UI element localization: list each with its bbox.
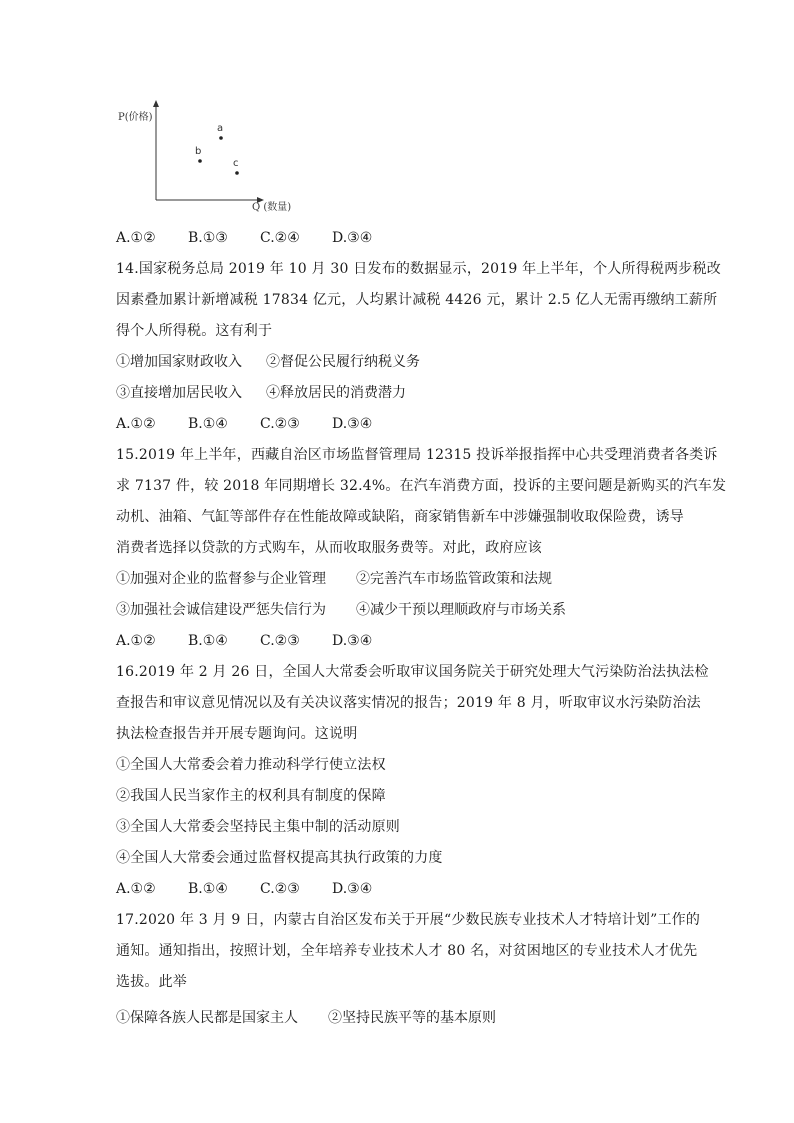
q14-statement-4: ④释放居民的消费潜力 xyxy=(266,385,406,401)
q15-statements-row xyxy=(116,600,566,620)
q13-option-c: C.②④ xyxy=(260,230,300,246)
point-a-label: a xyxy=(217,123,224,134)
q17-stem-line: 通知。通知指出，按照计划，全年培养专业技术人才 80 名，对贫困地区的专业技术人才优先 xyxy=(116,943,698,959)
q16-statement-3: ③全国人大常委会坚持民主集中制的活动原则 xyxy=(116,819,400,835)
q14-statement-2: ②督促公民履行纳税义务 xyxy=(266,354,420,370)
q14-statements-row xyxy=(116,352,420,372)
q16-option-b: B.①④ xyxy=(188,881,228,897)
q14-statement-1: ①增加国家财政收入 xyxy=(116,354,242,370)
q14-stem-line: 得个人所得税。这有利于 xyxy=(116,323,273,339)
q16-option-d: D.③④ xyxy=(332,881,373,897)
point-c-dot xyxy=(235,171,239,175)
y-axis-label: P(价格) xyxy=(118,112,153,123)
q16-options xyxy=(116,879,372,899)
point-b-label: b xyxy=(195,146,202,157)
q15-stem-line: 求 7137 件，较 2018 年同期增长 32.4%。在汽车消费方面，投诉的主要问题是新购买的汽车发 xyxy=(116,478,727,494)
q14-statements-row xyxy=(116,383,406,403)
q16-stem-line: 16.2019 年 2 月 26 日，全国人大常委会听取审议国务院关于研究处理大气污染防治法执法检 xyxy=(116,664,709,680)
x-axis-label: Q (数量) xyxy=(252,202,292,213)
q16-stem-line: 执法检查报告并开展专题询问。这说明 xyxy=(116,726,358,742)
q15-stem-line: 15.2019 年上半年，西藏自治区市场监督管理局 12315 投诉举报指挥中心共受理消费者各类诉 xyxy=(116,447,718,463)
q13-option-b: B.①③ xyxy=(188,230,228,246)
q15-statement-3: ③加强社会诚信建设严惩失信行为 xyxy=(116,602,326,618)
q17-statement-1: ①保障各族人民都是国家主人 xyxy=(116,1010,298,1026)
q16-stem-line: 查报告和审议意见情况以及有关决议落实情况的报告；2019 年 8 月，听取审议水污染防治法 xyxy=(116,695,701,711)
q14-option-c: C.②③ xyxy=(260,416,300,432)
q17-statement-2: ②坚持民族平等的基本原则 xyxy=(328,1010,496,1026)
q17-statements-row xyxy=(116,1008,496,1028)
q15-stem-line: 动机、油箱、气缸等部件存在性能故障或缺陷，商家销售新车中涉嫌强制收取保险费，诱导 xyxy=(116,509,684,525)
q15-option-a: A.①② xyxy=(116,633,156,649)
q17-stem-line: 17.2020 年 3 月 9 日，内蒙古自治区发布关于开展“少数民族专业技术人才特培计划”工作的 xyxy=(116,912,701,928)
q15-statement-1: ①加强对企业的监督参与企业管理 xyxy=(116,571,326,587)
q16-statement-1: ①全国人大常委会着力推动科学行使立法权 xyxy=(116,757,386,773)
point-a-dot xyxy=(219,136,223,140)
q13-option-a: A.①② xyxy=(116,230,156,246)
q15-option-d: D.③④ xyxy=(332,633,373,649)
q16-option-a: A.①② xyxy=(116,881,156,897)
q14-stem-line: 因素叠加累计新增减税 17834 亿元，人均累计减税 4426 元，累计 2.5 亿人无需再缴纳工薪所 xyxy=(116,292,718,308)
q15-stem-line: 消费者选择以贷款的方式购车，从而收取服务费等。对此，政府应该 xyxy=(116,540,542,556)
q15-option-b: B.①④ xyxy=(188,633,228,649)
q15-statements-row xyxy=(116,569,552,589)
q13-option-d: D.③④ xyxy=(332,230,373,246)
q15-statement-2: ②完善汽车市场监管政策和法规 xyxy=(356,571,552,587)
q15-options xyxy=(116,631,372,651)
q13-options xyxy=(116,228,372,248)
q16-option-c: C.②③ xyxy=(260,881,300,897)
q14-statement-3: ③直接增加居民收入 xyxy=(116,385,242,401)
q15-option-c: C.②③ xyxy=(260,633,300,649)
q15-statement-4: ④减少干预以理顺政府与市场关系 xyxy=(356,602,566,618)
q16-statement-2: ②我国人民当家作主的权利具有制度的保障 xyxy=(116,788,386,804)
q14-option-b: B.①④ xyxy=(188,416,228,432)
point-b-dot xyxy=(198,159,202,163)
q14-stem-line: 14.国家税务总局 2019 年 10 月 30 日发布的数据显示，2019 年上半年，个人所得税两步税改 xyxy=(116,261,721,277)
q17-stem-line: 选拔。此举 xyxy=(116,974,187,990)
q14-option-a: A.①② xyxy=(116,416,156,432)
price-quantity-figure xyxy=(112,100,312,220)
q14-option-d: D.③④ xyxy=(332,416,373,432)
q16-statement-4: ④全国人大常委会通过监督权提高其执行政策的力度 xyxy=(116,850,443,866)
point-c-label: c xyxy=(233,158,239,169)
q14-options xyxy=(116,414,372,434)
